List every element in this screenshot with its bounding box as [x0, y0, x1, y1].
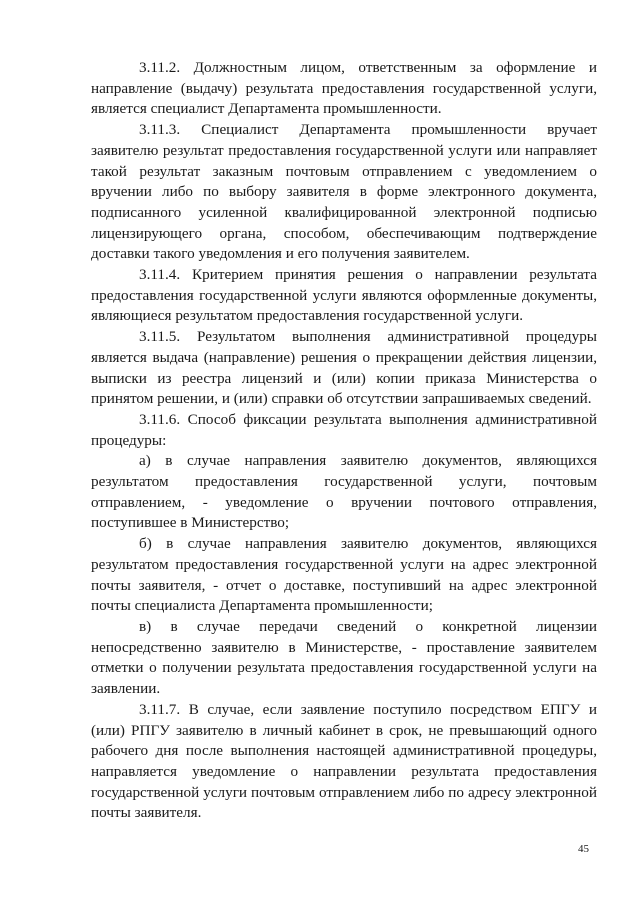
paragraph-3-11-2: 3.11.2. Должностным лицом, ответственным за оформление и направление (выдачу) результата предоставления государственной услуги, является специалист Департамента промышленности.: [91, 59, 597, 118]
paragraph-3-11-6: 3.11.6. Способ фиксации результата выполнения административной процедуры:: [91, 410, 597, 449]
paragraph-3-11-5: 3.11.5. Результатом выполнения административной процедуры является выдача (направление) решения о прекращении действия лицензии, выписки из реестра лицензий и (или) копии приказа Министерства о принятом решении, и (или) справки об отсутствии запрашиваемых сведений.: [91, 328, 597, 408]
paragraph-3-11-4: 3.11.4. Критерием принятия решения о направлении результата предоставления государственной услуги являются оформленные документы, являющиеся результатом предоставления государственной услуги.: [91, 266, 597, 325]
paragraph-3-11-3: 3.11.3. Специалист Департамента промышленности вручает заявителю результат предоставления государственной услуги или направляет такой результат заказным почтовым отправлением с уведомлением о вручении либо по выбору заявителя в форме электронного документа, подписанного усиленной квалифицированной электронной подписью лицензирующего органа, способом, обеспечивающим подтверждение доставки такого уведомления и его получения заявителем.: [91, 121, 597, 263]
paragraph-item-a: а) в случае направления заявителю документов, являющихся результатом предоставления государственной услуги, почтовым отправлением, - уведомление о вручении почтового отправления, поступившее в Министерство;: [91, 452, 597, 532]
page-number: 45: [578, 843, 589, 855]
paragraph-item-v: в) в случае передачи сведений о конкретной лицензии непосредственно заявителю в Министерстве, - проставление заявителем отметки о получении результата предоставления государственной услуги на заявлении.: [91, 617, 597, 698]
paragraph-3-11-7: 3.11.7. В случае, если заявление поступило посредством ЕПГУ и (или) РПГУ заявителю в личный кабинет в срок, не превышающий одного рабочего дня после выполнения настоящей административной процедуры, направляется уведомление о направлении результата предоставления государственной услуги почтовым отправлением либо по адресу электронной почты заявителя.: [91, 700, 597, 822]
document-page: [91, 58, 597, 824]
paragraph-item-b: б) в случае направления заявителю документов, являющихся результатом предоставления государственной услуги на адрес электронной почты заявителя, - отчет о доставке, поступивший на адрес электронной почты специалиста Департамента промышленности;: [91, 535, 597, 615]
